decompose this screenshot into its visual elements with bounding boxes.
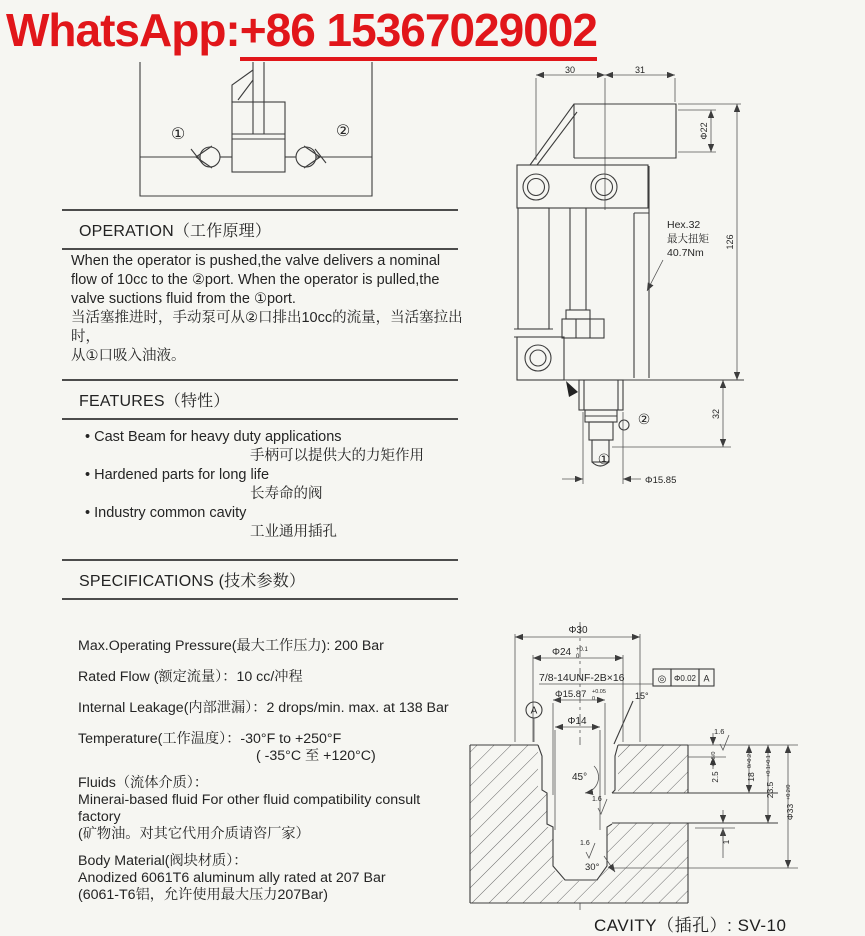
hex-torque-note: 40.7Nm — [667, 247, 704, 259]
port2-label: ② — [637, 411, 651, 427]
operation-line: flow of 10cc to the ②port. When the operator is pulled,the — [71, 272, 440, 288]
dim-18-tol: 0/-0.2 — [747, 753, 753, 768]
dim-phi15-87-tol-lower: 0 — [592, 696, 596, 702]
spec-row: ( -35°C 至 +120°C) — [256, 748, 376, 764]
features-title-text: FEATURES（特性） — [79, 393, 230, 410]
specifications-title-text: SPECIFICATIONS (技术参数） — [79, 573, 306, 590]
valve-side-view-drawing — [460, 60, 865, 520]
datum-balloon — [526, 702, 542, 718]
valve-outline — [514, 104, 744, 466]
dim-2-5: 2.5 — [711, 771, 720, 783]
dim-30: 30 — [564, 65, 576, 75]
gdt-frame — [653, 669, 714, 686]
feature-item: • Hardened parts for long life — [85, 467, 270, 483]
thread-callout: 7/8-14UNF-2B×16 — [539, 672, 625, 684]
angle-45: 45° — [572, 772, 588, 783]
finish-value: 1.6 — [714, 727, 725, 736]
dim-phi24-tol-lower: 0 — [576, 654, 580, 660]
circuit-port1-label: ① — [170, 126, 186, 143]
features-section-title — [62, 379, 458, 420]
spec-row: Minerai-based fluid For other fluid compatibility consult — [78, 792, 421, 808]
port1-label: ① — [597, 451, 611, 467]
dim-18: 18 — [746, 772, 756, 782]
circuit-port2-label: ② — [335, 123, 351, 140]
dim-32: 32 — [711, 408, 721, 420]
feature-item-zh: 长寿命的阀 — [250, 486, 323, 502]
spec-row: Body Material(阀块材质）： — [78, 853, 248, 869]
concentricity-icon: ◎ — [657, 674, 667, 685]
drawing-labels — [565, 65, 735, 486]
hex-torque-note: 最大扭矩 — [667, 233, 709, 245]
spec-row: Rated Flow (额定流量）：10 cc/冲程 — [78, 669, 303, 685]
finish-value: 1.6 — [580, 840, 590, 847]
operation-line: 从①口吸入油液。 — [71, 348, 186, 364]
spec-row: (6061-T6铝，允许使用最大压力207Bar) — [78, 887, 328, 903]
datum-label: A — [530, 705, 538, 717]
angle-30: 30° — [585, 862, 600, 873]
cavity-block — [470, 745, 778, 903]
dim-phi24-tol-upper: +0.1 — [576, 647, 588, 653]
feature-item-zh: 工业通用插孔 — [250, 524, 337, 540]
spec-row: Fluids（流体介质）： — [78, 775, 209, 791]
feature-item: • Cast Beam for heavy duty applications — [85, 429, 342, 445]
dim-phi15-87: Φ15.87 — [555, 689, 587, 700]
spec-row: factory — [78, 809, 121, 825]
dim-2-5-tol: +0.5/0 — [711, 751, 717, 767]
hex-torque-note: Hex.32 — [667, 219, 701, 231]
features-list — [85, 428, 465, 542]
dim-phi15-87-tol-upper: +0.05 — [592, 689, 606, 695]
operation-title-text: OPERATION（工作原理） — [79, 223, 272, 240]
whatsapp-label: WhatsApp: — [6, 4, 240, 56]
specifications-section-title — [62, 559, 458, 600]
specifications-list — [78, 638, 470, 904]
spec-row: Temperature(工作温度）：-30°F to +250°F — [78, 731, 342, 747]
feature-item-zh: 手柄可以提供大的力矩作用 — [250, 448, 424, 464]
dim-31: 31 — [634, 65, 646, 75]
spec-row: (矿物油。对其它代用介质请咨厂家） — [78, 826, 310, 842]
dim-phi24: Φ24 — [552, 647, 572, 658]
whatsapp-phone-number: +86 15367029002 — [240, 4, 597, 61]
cavity-caption: CAVITY（插孔）: SV-10 — [594, 916, 787, 935]
operation-line: 当活塞推进时，手动泵可从②口排出10cc的流量，当活塞拉出时， — [71, 310, 463, 345]
dim-phi30: Φ30 — [568, 625, 588, 636]
spec-row: Max.Operating Pressure(最大工作压力): 200 Bar — [78, 638, 384, 654]
section-pointer-arrow — [566, 381, 578, 397]
dim-phi22: Φ22 — [699, 122, 709, 140]
dim-23-5-tol: +0.1/-0.1 — [766, 755, 772, 777]
finish-value: 1.6 — [592, 796, 602, 803]
dim-phi15-85: Φ15.85 — [645, 475, 677, 486]
dim-phi33: Φ33 — [785, 803, 795, 821]
whatsapp-header — [6, 0, 597, 60]
operation-line: valve suctions fluid from the ①port. — [71, 291, 296, 307]
dim-phi33-tol: +0.2/0 — [786, 784, 792, 800]
hydraulic-circuit-diagram — [60, 60, 472, 210]
dim-1: 1 — [722, 839, 731, 845]
operation-section-title — [62, 209, 458, 250]
operation-line: When the operator is pushed,the valve delivers a nominal — [71, 253, 441, 269]
gdt-datum-ref: A — [703, 673, 710, 684]
operation-paragraph — [71, 252, 466, 366]
dim-23-5: 23.5 — [765, 781, 775, 799]
dim-126: 126 — [725, 234, 735, 250]
gdt-tolerance-value: Φ0.02 — [674, 674, 696, 683]
cavity-section-drawing — [440, 615, 865, 913]
spec-row: Anodized 6061T6 aluminum ally rated at 207 Bar — [78, 870, 386, 886]
spec-row: Internal Leakage(内部泄漏）：2 drops/min. max. at 138 Bar — [78, 700, 449, 716]
feature-item: • Industry common cavity — [85, 505, 247, 521]
dim-phi14: Φ14 — [567, 716, 587, 727]
angle-15: 15° — [635, 691, 649, 701]
